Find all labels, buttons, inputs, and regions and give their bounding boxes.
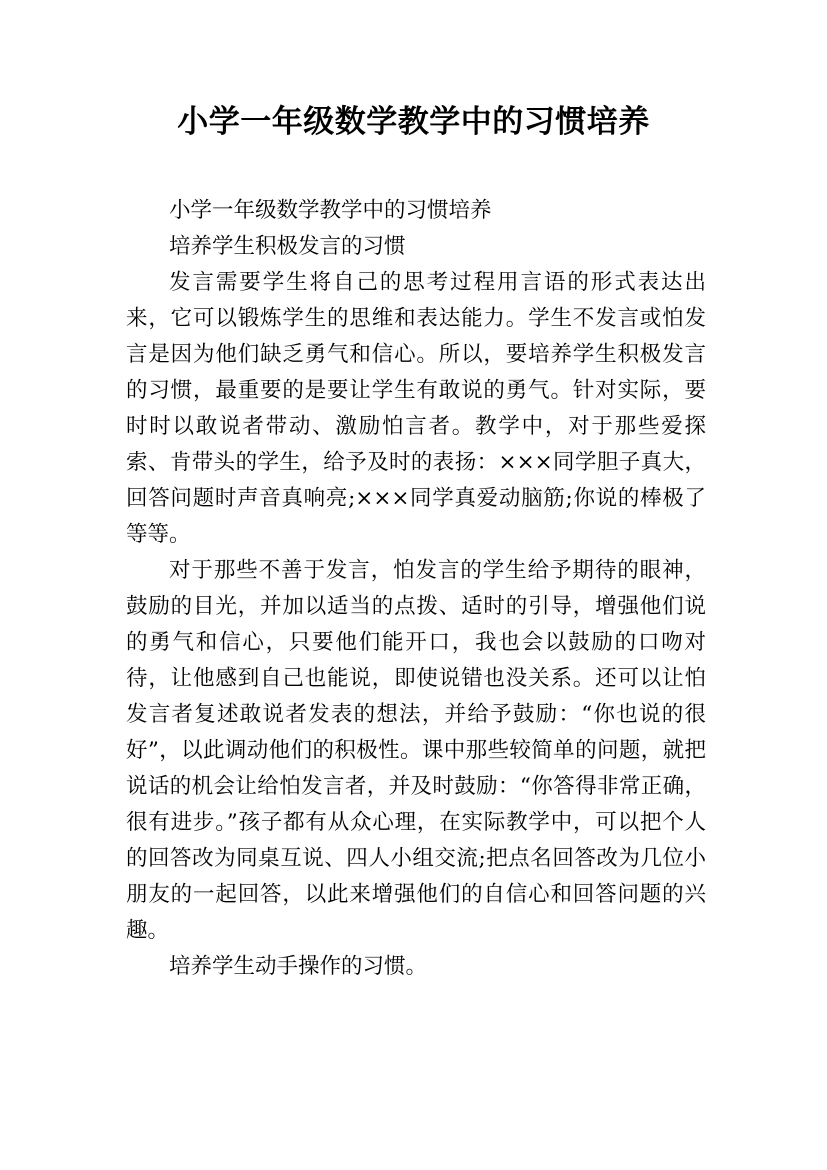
- document-title: 小学一年级数学教学中的习惯培养: [177, 104, 650, 140]
- section-heading: 培养学生动手操作的习惯。: [169, 954, 428, 979]
- section-heading: 培养学生积极发言的习惯: [169, 234, 406, 259]
- paragraph: 发言需要学生将自己的思考过程用言语的形式表达出来，它可以锻炼学生的思维和表达能力。学生不发言或怕发言是因为他们缺乏勇气和信心。所以，要培养学生积极发言的习惯，最重要的是要让学生有敢说的勇气。针对实际，要时时以敢说者带动、激励怕言者。教学中，对于那些爱探索、肯带头的学生，给予及时的表扬：×××同学胆子真大，回答问题时声音真响亮;×××同学真爱动脑筋;你说的棒极了等等。: [126, 270, 706, 547]
- document-subtitle: 小学一年级数学教学中的习惯培养: [169, 198, 492, 223]
- paragraph: 对于那些不善于发言，怕发言的学生给予期待的眼神，鼓励的目光，并加以适当的点拨、适时的引导，增强他们说的勇气和信心，只要他们能开口，我也会以鼓励的口吻对待，让他感到自己也能说，即使说错也没关系。还可以让怕发言者复述敢说者发表的想法，并给予鼓励：“你也说的很好”，以此调动他们的积极性。课中那些较简单的问题，就把说话的机会让给怕发言者，并及时鼓励：“你答得非常正确，很有进步。”孩子都有从众心理，在实际教学中，可以把个人的回答改为同桌互说、四人小组交流;把点名回答改为几位小朋友的一起回答，以此来增强他们的自信心和回答问题的兴趣。: [126, 558, 706, 943]
- document-body: [126, 193, 706, 985]
